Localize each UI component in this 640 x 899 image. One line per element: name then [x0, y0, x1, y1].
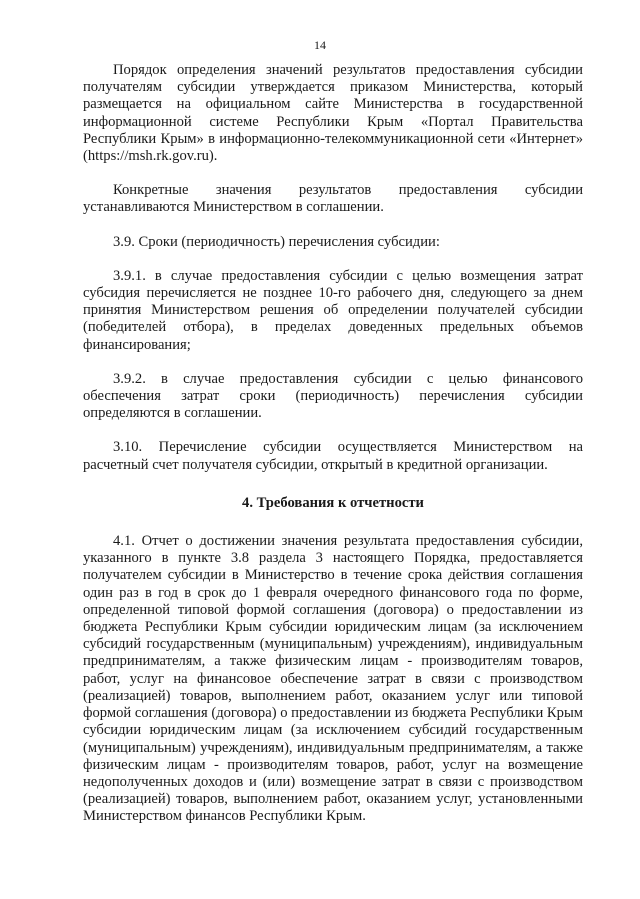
- document-body: [83, 62, 583, 826]
- paragraph-3-10: 3.10. Перечисление субсидии осуществляется Министерством на расчетный счет получателя субсидии, открытый в кредитной организации.: [83, 439, 583, 473]
- section-heading: 4. Требования к отчетности: [242, 494, 424, 511]
- paragraph-4-1: 4.1. Отчет о достижении значения результата предоставления субсидии, указанного в пункте 3.8 раздела 3 настоящего Порядка, предоставляется получателем субсидии в Министерство в течение срока действия соглашения один раз в год в срок до 1 февраля очередного финансового года по форме, определенной типовой формой соглашения (договора) о предоставлении из бюджета Республики Крым субсидии юридическим лицам (за исключением субсидий государственным (муниципальным) учреждениям), индивидуальным предпринимателям, а также физическим лицам - производителям товаров, работ, услуг на финансовое обеспечение затрат в связи с производством (реализацией) товаров, выполнением работ, оказанием услуг или типовой формой соглашения (договора) о предоставлении из бюджета Республики Крым субсидии юридическим лицам (за исключением субсидий государственным (муниципальным) учреждениям), индивидуальным предпринимателям, а также физическим лицам - производителям товаров, работ, услуг на возмещение недополученных доходов и (или) возмещение затрат в связи с производством (реализацией) товаров, выполнением работ, оказанием услуг, установленными Министерством финансов Республики Крым.: [83, 533, 583, 825]
- paragraph-results-order: Порядок определения значений результатов предоставления субсидии получателям субсидии утверждается приказом Министерства, который размещается на официальном сайте Министерства в государственной информационной системе Республики Крым «Портал Правительства Республики Крым» в информационно-телекоммуникационной сети «Интернет» (https://msh.rk.gov.ru).: [83, 62, 583, 165]
- page-number: 14: [314, 38, 326, 52]
- paragraph-specific-values: Конкретные значения результатов предоставления субсидии устанавливаются Министерством в соглашении.: [83, 182, 583, 216]
- paragraph-3-9-2: 3.9.2. в случае предоставления субсидии с целью финансового обеспечения затрат сроки (периодичность) перечисления субсидии определяются в соглашении.: [83, 370, 583, 422]
- paragraph-3-9-1: 3.9.1. в случае предоставления субсидии с целью возмещения затрат субсидия перечисляется не позднее 10-го рабочего дня, следующего за днем принятия Министерством решения об определении получателей субсидии (победителей отбора), в пределах доведенных предельных объемов финансирования;: [83, 267, 583, 353]
- paragraph-3-9-terms: 3.9. Сроки (периодичность) перечисления субсидии:: [113, 233, 440, 250]
